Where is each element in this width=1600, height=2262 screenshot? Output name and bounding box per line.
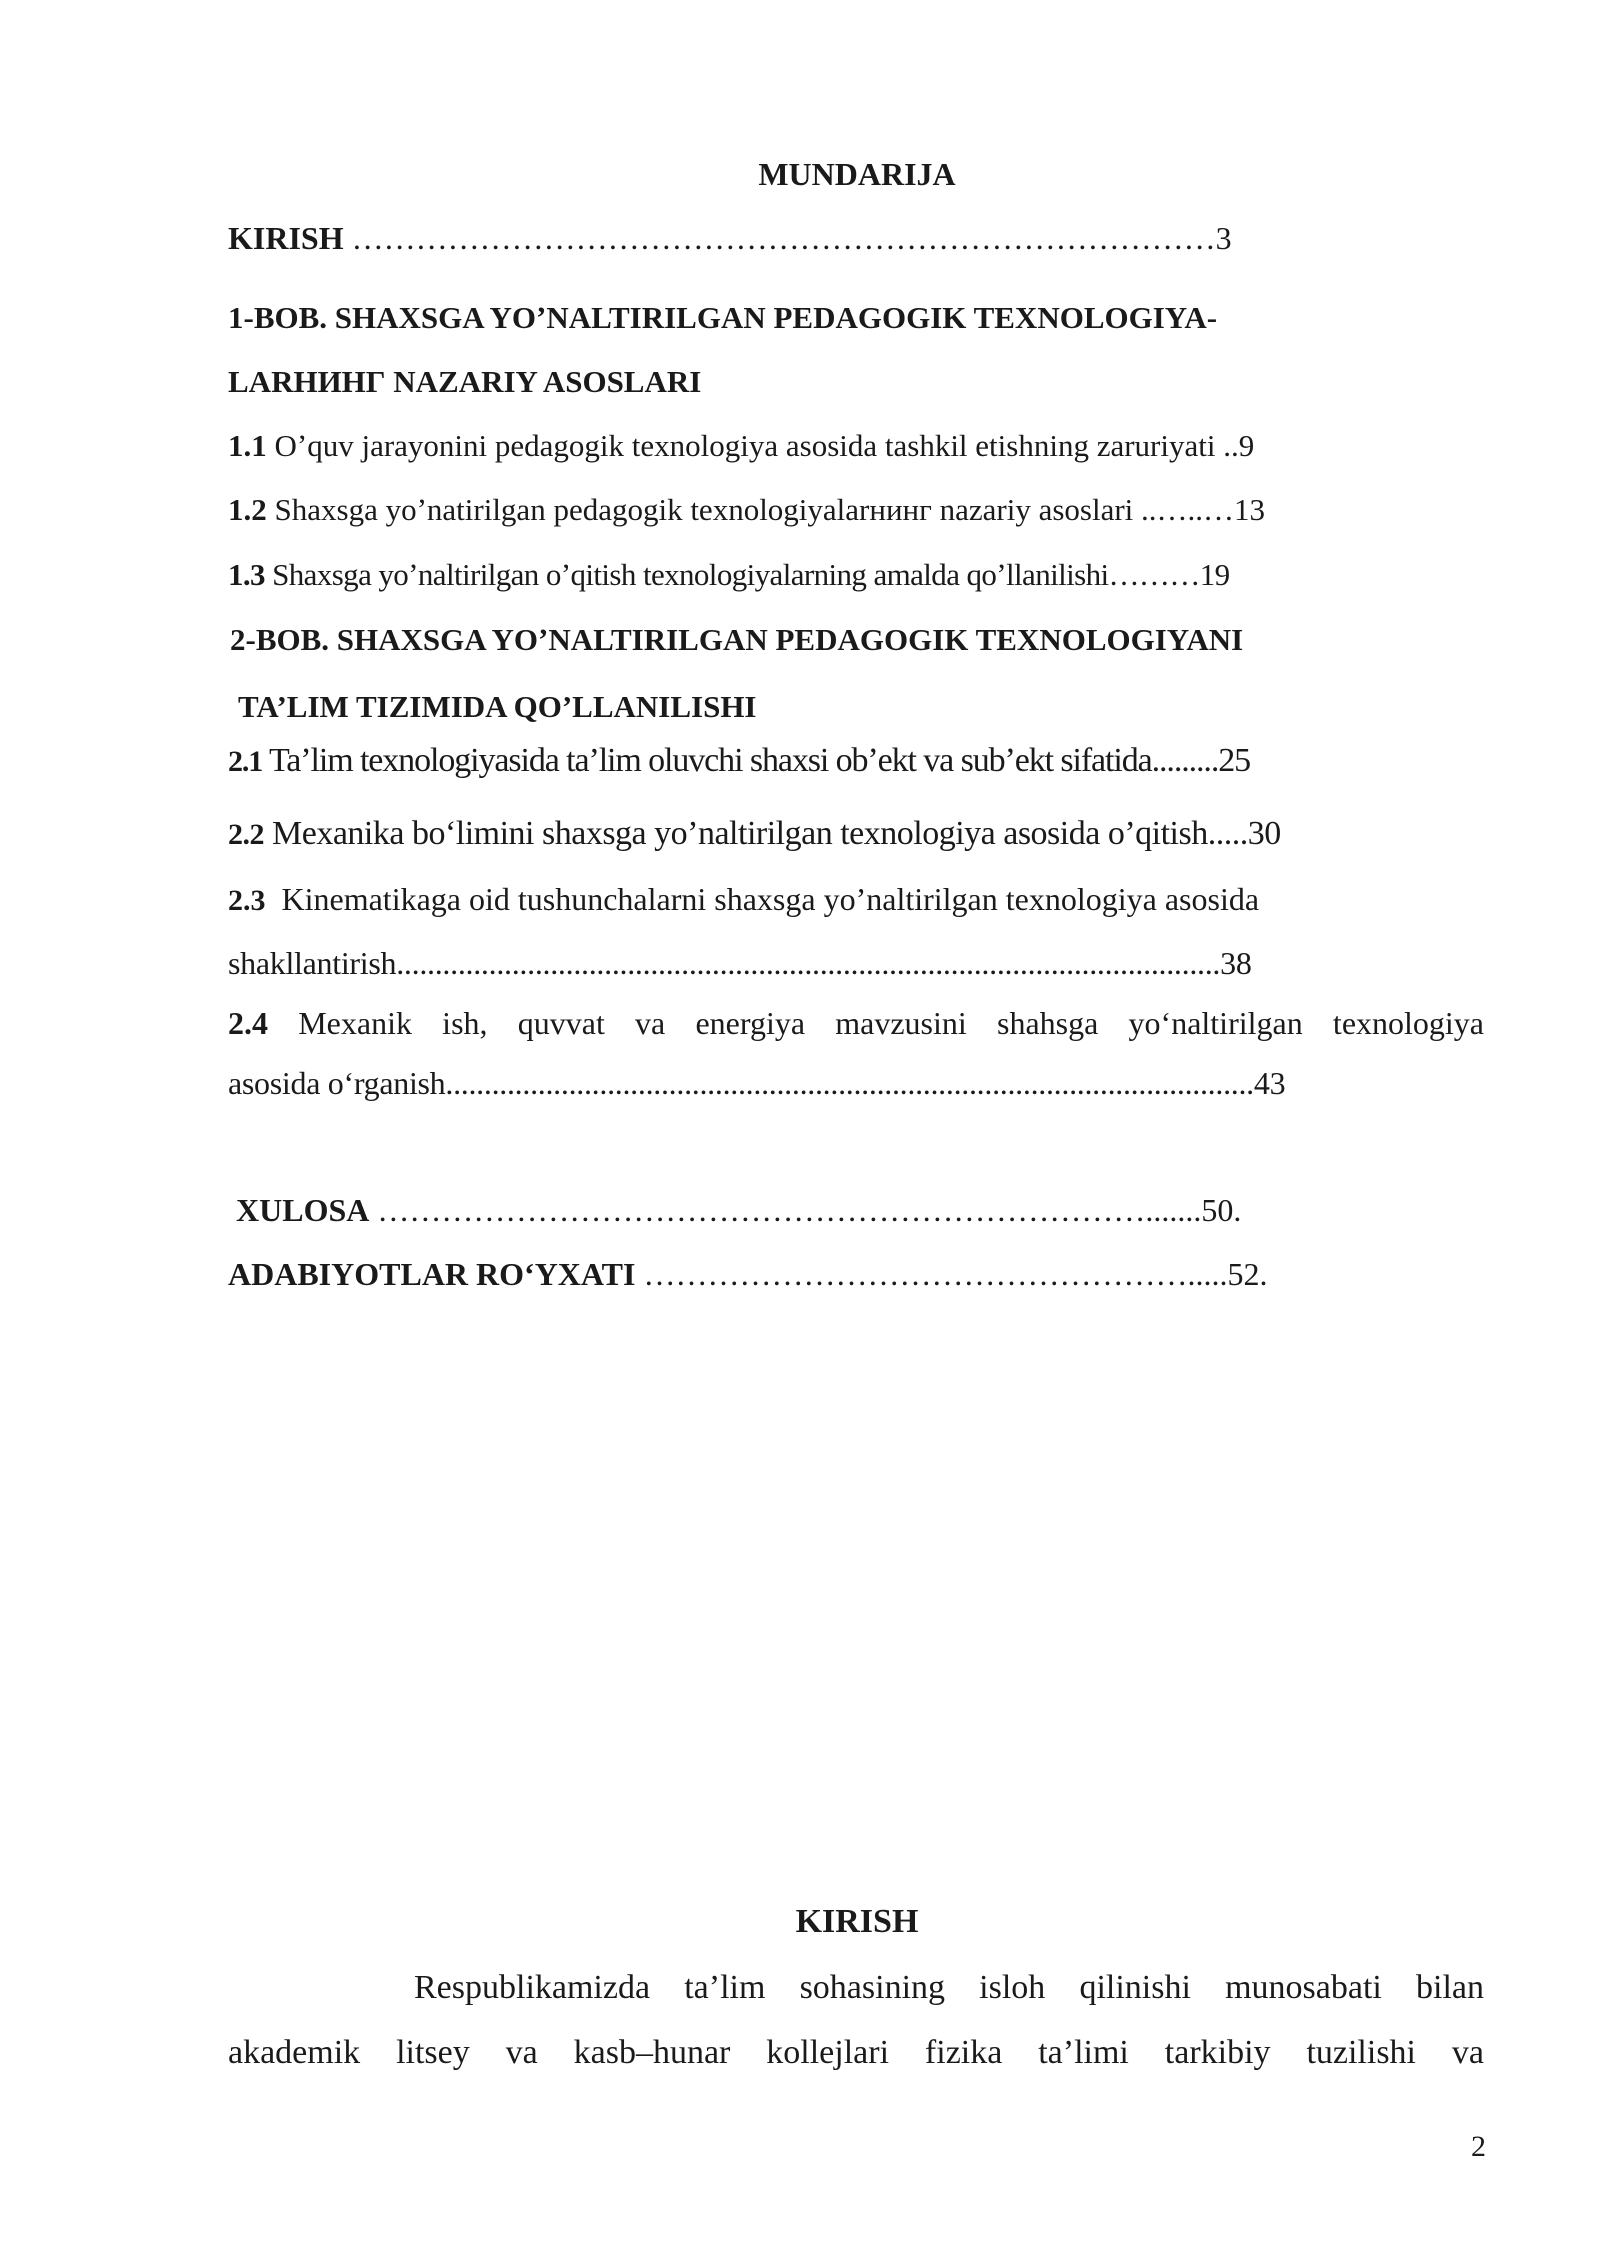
section-number: 2.3 bbox=[228, 884, 266, 917]
toc-entry-label: KIRISH bbox=[228, 220, 344, 256]
toc-entry-adabiyotlar bbox=[228, 1254, 1267, 1294]
toc-entry-2-4 bbox=[228, 1003, 1484, 1043]
section-title: Shaxsga yoʼnatirilgan pedagogik texnologiyalarнинг nazariy asoslari ..…..…13 bbox=[274, 492, 1266, 527]
toc-entry-2-1 bbox=[228, 741, 1250, 782]
section-number: 2.2 bbox=[228, 818, 264, 851]
section-title: Mexanika bo‘limini shaxsga yo’naltirilgan texnologiya asosida o’qitish.....30 bbox=[272, 815, 1281, 852]
section-number: 1.3 bbox=[228, 557, 265, 592]
section-number: 1.1 bbox=[228, 428, 267, 463]
toc-chapter2-line2: TA’LIM TIZIMIDA QO’LLANILISHI bbox=[238, 689, 757, 724]
section-title: Shaxsga yoʼnaltirilgan oʼqitish texnologiyalarning amalda qoʼllanilishi………19 bbox=[272, 557, 1230, 592]
toc-entry-label: ADABIYOTLAR RO‘YXATI bbox=[228, 1256, 636, 1292]
toc-entry-2-2 bbox=[228, 814, 1281, 855]
toc-leader-dots: ……………………………………………………………………… bbox=[351, 220, 1216, 256]
section-title: Oʼquv jarayonini pedagogik texnologiya asosida tashkil etishning zaruriyati ..9 bbox=[274, 428, 1255, 463]
section-number: 2.1 bbox=[228, 745, 263, 778]
section-number: 2.4 bbox=[228, 1005, 268, 1041]
intro-paragraph-line2: akademik litsey va kasb–hunar kollejlari fizika ta’limi tarkibiy tuzilishi va bbox=[228, 2034, 1484, 2071]
toc-entry-label: XULOSA bbox=[236, 1192, 370, 1228]
toc-chapter1-line2: LARHИНГ NAZARIY ASOSLARI bbox=[228, 364, 702, 399]
toc-chapter2-line1: 2-BOB. SHAXSGA YOʼNALTIRILGAN PEDAGOGIK TEXNOLOGIYANI bbox=[230, 622, 1244, 657]
toc-page-number: 50. bbox=[1201, 1192, 1242, 1228]
toc-entry-1-1 bbox=[228, 426, 1254, 466]
section-title-line1: Kinematikaga oid tushunchalarni shaxsga yo’naltirilgan texnologiya asosida bbox=[281, 881, 1260, 917]
toc-entry-2-3 bbox=[228, 879, 1259, 921]
page-number: 2 bbox=[1471, 2130, 1486, 2163]
toc-entry-xulosa bbox=[236, 1190, 1241, 1230]
toc-page-number: 52. bbox=[1227, 1256, 1268, 1292]
toc-page-number: 3 bbox=[1215, 220, 1232, 256]
intro-paragraph-line1: Respublikamizda ta’lim sohasining isloh qilinishi munosabati bilan bbox=[414, 1969, 1484, 2006]
toc-chapter1-line1: 1-BOB. SHAXSGA YOʼNALTIRILGAN PEDAGOGIK TEXNOLOGIYA- bbox=[228, 300, 1218, 335]
toc-entry-2-3-continuation: shakllantirish...........................................................................................................38 bbox=[228, 945, 1252, 981]
toc-leader-dots: ……………………………………………..... bbox=[643, 1256, 1228, 1292]
section-title-line1: Mexanik ish, quvvat va energiya mavzusini shahsga yo‘naltirilgan texnologiya bbox=[298, 1005, 1485, 1041]
toc-entry-1-2 bbox=[228, 490, 1265, 530]
toc-entry-1-3 bbox=[228, 555, 1230, 595]
toc-title: MUNDARIJA bbox=[758, 156, 956, 192]
section-title: Taʼlim texnologiyasida ta’lim oluvchi shaxsi obʼekt va subʼekt sifatida.........25 bbox=[269, 742, 1251, 779]
intro-heading: KIRISH bbox=[795, 1903, 919, 1940]
toc-leader-dots: ………………………………………………………………....... bbox=[377, 1192, 1202, 1228]
toc-entry-kirish bbox=[228, 218, 1232, 258]
section-number: 1.2 bbox=[228, 492, 267, 527]
toc-entry-2-4-continuation: asosida o‘rganish.........................................................................................................43 bbox=[228, 1065, 1286, 1101]
